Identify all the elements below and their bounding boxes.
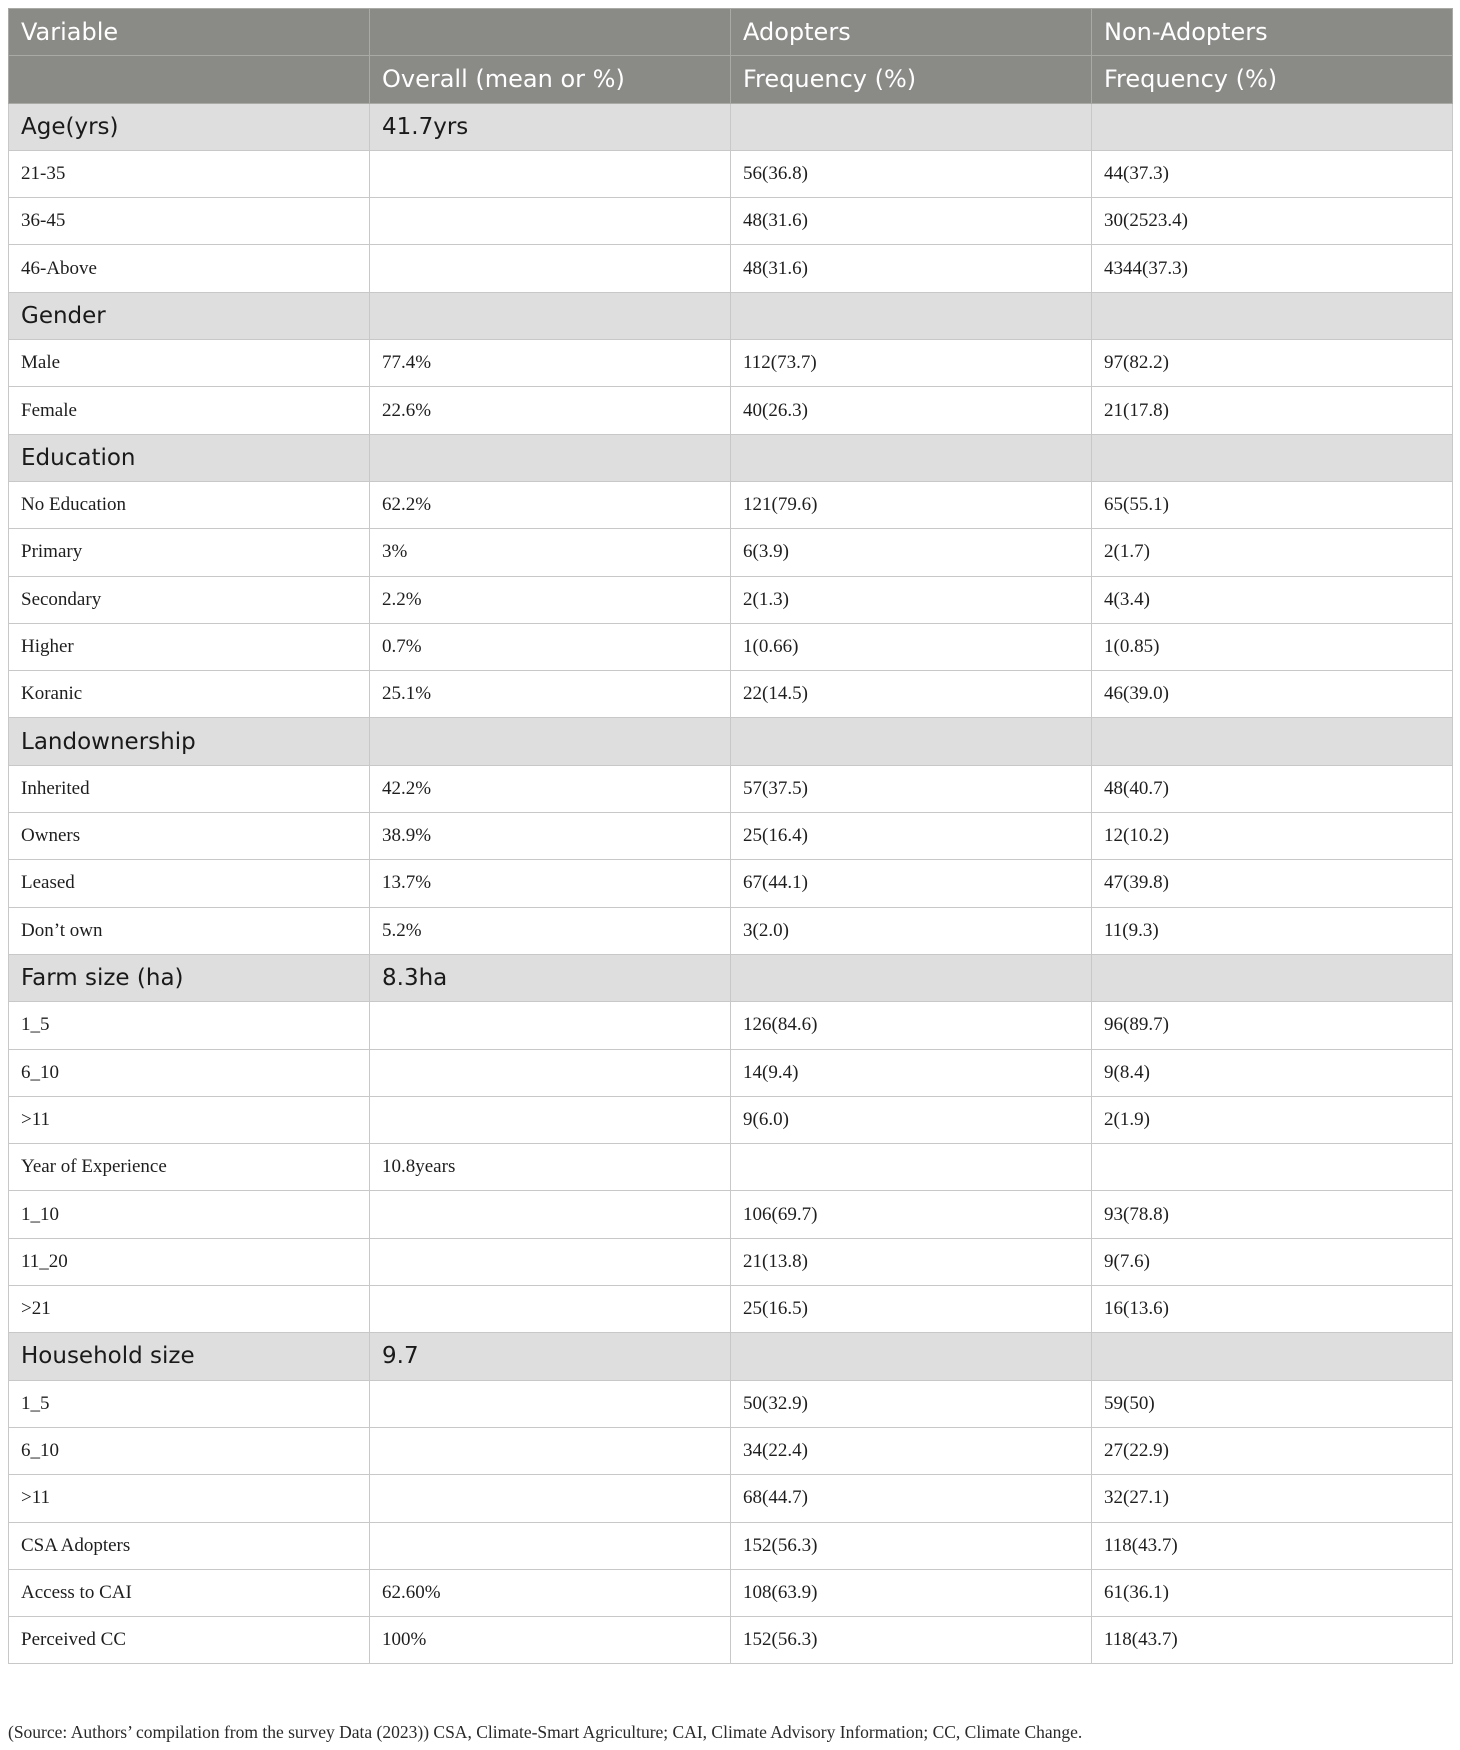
table-row	[9, 1286, 1453, 1333]
section-row	[9, 103, 1453, 150]
section-row	[9, 1333, 1453, 1380]
table-row	[9, 860, 1453, 907]
table-cell: >21	[9, 1286, 370, 1333]
table-footnote: (Source: Authors’ compilation from the survey Data (2023)) CSA, Climate-Smart Agriculture; CAI, Climate Advisory Information; CC, Climate Change.	[8, 1722, 1083, 1742]
table-cell	[1092, 718, 1453, 765]
table-row	[9, 340, 1453, 387]
table-cell: 77.4%	[370, 340, 731, 387]
header-cell: Frequency (%)	[1092, 56, 1453, 103]
table-cell: Year of Experience	[9, 1144, 370, 1191]
table-cell: 21(17.8)	[1092, 387, 1453, 434]
table-cell: 0.7%	[370, 623, 731, 670]
table-cell	[370, 1475, 731, 1522]
table-cell	[370, 1286, 731, 1333]
table-cell: Female	[9, 387, 370, 434]
table-cell: 2.2%	[370, 576, 731, 623]
section-row	[9, 292, 1453, 339]
table-cell	[370, 434, 731, 481]
table-cell: Don’t own	[9, 907, 370, 954]
table-row	[9, 1569, 1453, 1616]
table-cell: 2(1.9)	[1092, 1096, 1453, 1143]
table-cell: 2(1.7)	[1092, 529, 1453, 576]
table-cell	[731, 434, 1092, 481]
table-cell: 25(16.5)	[731, 1286, 1092, 1333]
table-cell: 36-45	[9, 198, 370, 245]
table-cell	[370, 1380, 731, 1427]
table-cell: 100%	[370, 1617, 731, 1664]
table-row	[9, 671, 1453, 718]
table-row	[9, 1380, 1453, 1427]
table-row	[9, 1475, 1453, 1522]
table-cell	[370, 1191, 731, 1238]
table-cell: 25.1%	[370, 671, 731, 718]
table-cell: 46(39.0)	[1092, 671, 1453, 718]
table-cell: 22.6%	[370, 387, 731, 434]
table-cell: 34(22.4)	[731, 1427, 1092, 1474]
table-row	[9, 1427, 1453, 1474]
table-cell	[731, 718, 1092, 765]
table-cell	[1092, 434, 1453, 481]
table-cell: Perceived CC	[9, 1617, 370, 1664]
table-cell: 118(43.7)	[1092, 1522, 1453, 1569]
table-cell: 2(1.3)	[731, 576, 1092, 623]
table-cell: 121(79.6)	[731, 481, 1092, 528]
table-cell: Landownership	[9, 718, 370, 765]
table-cell: Gender	[9, 292, 370, 339]
table-row	[9, 1096, 1453, 1143]
header-row-1	[9, 9, 1453, 56]
table-cell: 9(8.4)	[1092, 1049, 1453, 1096]
table-cell: 3%	[370, 529, 731, 576]
table-cell: Leased	[9, 860, 370, 907]
table-cell: 126(84.6)	[731, 1002, 1092, 1049]
table-cell: 93(78.8)	[1092, 1191, 1453, 1238]
table-cell: 6_10	[9, 1427, 370, 1474]
table-row	[9, 198, 1453, 245]
header-cell: Overall (mean or %)	[370, 56, 731, 103]
table-cell: 40(26.3)	[731, 387, 1092, 434]
table-cell: 42.2%	[370, 765, 731, 812]
table-cell: 61(36.1)	[1092, 1569, 1453, 1616]
table-cell	[370, 245, 731, 292]
table-row	[9, 623, 1453, 670]
table-row	[9, 576, 1453, 623]
table-row	[9, 481, 1453, 528]
table-cell: Age(yrs)	[9, 103, 370, 150]
table-row	[9, 1238, 1453, 1285]
table-cell: 118(43.7)	[1092, 1617, 1453, 1664]
table-cell: Male	[9, 340, 370, 387]
table-container	[8, 8, 1452, 1664]
table-cell: 56(36.8)	[731, 150, 1092, 197]
header-cell: Non-Adopters	[1092, 9, 1453, 56]
table-cell: Household size	[9, 1333, 370, 1380]
table-cell: 3(2.0)	[731, 907, 1092, 954]
table-cell: 97(82.2)	[1092, 340, 1453, 387]
table-cell: Koranic	[9, 671, 370, 718]
demographics-table	[8, 8, 1453, 1664]
table-cell	[370, 198, 731, 245]
table-cell: 21(13.8)	[731, 1238, 1092, 1285]
table-cell: Secondary	[9, 576, 370, 623]
table-cell: 108(63.9)	[731, 1569, 1092, 1616]
table-cell: Owners	[9, 813, 370, 860]
table-row	[9, 1144, 1453, 1191]
table-cell: >11	[9, 1096, 370, 1143]
table-cell: 59(50)	[1092, 1380, 1453, 1427]
table-cell: 21-35	[9, 150, 370, 197]
table-row	[9, 1191, 1453, 1238]
table-row	[9, 150, 1453, 197]
table-cell: 68(44.7)	[731, 1475, 1092, 1522]
table-cell: >11	[9, 1475, 370, 1522]
table-cell	[370, 150, 731, 197]
table-cell	[1092, 954, 1453, 1001]
table-cell	[731, 103, 1092, 150]
header-cell	[9, 56, 370, 103]
table-cell: 62.60%	[370, 1569, 731, 1616]
table-cell: 8.3ha	[370, 954, 731, 1001]
table-cell: 38.9%	[370, 813, 731, 860]
table-cell: 1_10	[9, 1191, 370, 1238]
table-cell	[370, 292, 731, 339]
table-cell	[370, 1427, 731, 1474]
table-row	[9, 1002, 1453, 1049]
table-cell	[1092, 1333, 1453, 1380]
table-cell: 11(9.3)	[1092, 907, 1453, 954]
table-cell: 152(56.3)	[731, 1522, 1092, 1569]
table-cell: 46-Above	[9, 245, 370, 292]
table-cell: 50(32.9)	[731, 1380, 1092, 1427]
table-cell: Education	[9, 434, 370, 481]
table-cell: 1_5	[9, 1380, 370, 1427]
table-cell: 1_5	[9, 1002, 370, 1049]
table-cell	[1092, 1144, 1453, 1191]
table-cell: 65(55.1)	[1092, 481, 1453, 528]
table-cell: 1(0.66)	[731, 623, 1092, 670]
section-row	[9, 434, 1453, 481]
table-cell: Farm size (ha)	[9, 954, 370, 1001]
table-row	[9, 1522, 1453, 1569]
table-cell: 48(40.7)	[1092, 765, 1453, 812]
table-cell	[731, 1333, 1092, 1380]
table-row	[9, 813, 1453, 860]
table-cell	[370, 718, 731, 765]
table-cell: 106(69.7)	[731, 1191, 1092, 1238]
table-cell: Primary	[9, 529, 370, 576]
table-cell: 30(2523.4)	[1092, 198, 1453, 245]
table-cell	[370, 1096, 731, 1143]
table-cell: 57(37.5)	[731, 765, 1092, 812]
table-row	[9, 245, 1453, 292]
table-cell	[370, 1049, 731, 1096]
table-cell: 10.8years	[370, 1144, 731, 1191]
table-cell: 1(0.85)	[1092, 623, 1453, 670]
table-cell: 9(7.6)	[1092, 1238, 1453, 1285]
table-cell: CSA Adopters	[9, 1522, 370, 1569]
table-row	[9, 1049, 1453, 1096]
table-cell: 9(6.0)	[731, 1096, 1092, 1143]
table-cell	[370, 1238, 731, 1285]
header-cell: Variable	[9, 9, 370, 56]
table-cell: 22(14.5)	[731, 671, 1092, 718]
table-cell: 62.2%	[370, 481, 731, 528]
table-cell: 13.7%	[370, 860, 731, 907]
table-cell: 6_10	[9, 1049, 370, 1096]
table-cell	[1092, 103, 1453, 150]
table-cell: 4(3.4)	[1092, 576, 1453, 623]
header-row-2	[9, 56, 1453, 103]
table-cell: 67(44.1)	[731, 860, 1092, 907]
table-cell	[1092, 292, 1453, 339]
table-cell: Higher	[9, 623, 370, 670]
table-cell: 6(3.9)	[731, 529, 1092, 576]
table-cell	[370, 1522, 731, 1569]
table-cell: 41.7yrs	[370, 103, 731, 150]
table-cell: 152(56.3)	[731, 1617, 1092, 1664]
table-cell: 112(73.7)	[731, 340, 1092, 387]
table-cell: 27(22.9)	[1092, 1427, 1453, 1474]
table-cell: Access to CAI	[9, 1569, 370, 1616]
table-cell: No Education	[9, 481, 370, 528]
table-cell	[731, 954, 1092, 1001]
table-row	[9, 529, 1453, 576]
table-cell: 4344(37.3)	[1092, 245, 1453, 292]
table-row	[9, 1617, 1453, 1664]
header-cell	[370, 9, 731, 56]
table-cell: 48(31.6)	[731, 198, 1092, 245]
table-row	[9, 907, 1453, 954]
table-row	[9, 387, 1453, 434]
section-row	[9, 718, 1453, 765]
table-cell: 47(39.8)	[1092, 860, 1453, 907]
table-cell	[731, 292, 1092, 339]
table-cell: 11_20	[9, 1238, 370, 1285]
table-cell: 96(89.7)	[1092, 1002, 1453, 1049]
table-cell: 44(37.3)	[1092, 150, 1453, 197]
table-cell: 5.2%	[370, 907, 731, 954]
section-row	[9, 954, 1453, 1001]
table-cell	[370, 1002, 731, 1049]
table-row	[9, 765, 1453, 812]
table-cell: 16(13.6)	[1092, 1286, 1453, 1333]
table-cell: 25(16.4)	[731, 813, 1092, 860]
table-cell: Inherited	[9, 765, 370, 812]
table-cell: 14(9.4)	[731, 1049, 1092, 1096]
header-cell: Frequency (%)	[731, 56, 1092, 103]
table-body	[9, 103, 1453, 1664]
table-cell: 12(10.2)	[1092, 813, 1453, 860]
table-cell: 9.7	[370, 1333, 731, 1380]
table-cell: 48(31.6)	[731, 245, 1092, 292]
header-cell: Adopters	[731, 9, 1092, 56]
table-cell: 32(27.1)	[1092, 1475, 1453, 1522]
table-cell	[731, 1144, 1092, 1191]
